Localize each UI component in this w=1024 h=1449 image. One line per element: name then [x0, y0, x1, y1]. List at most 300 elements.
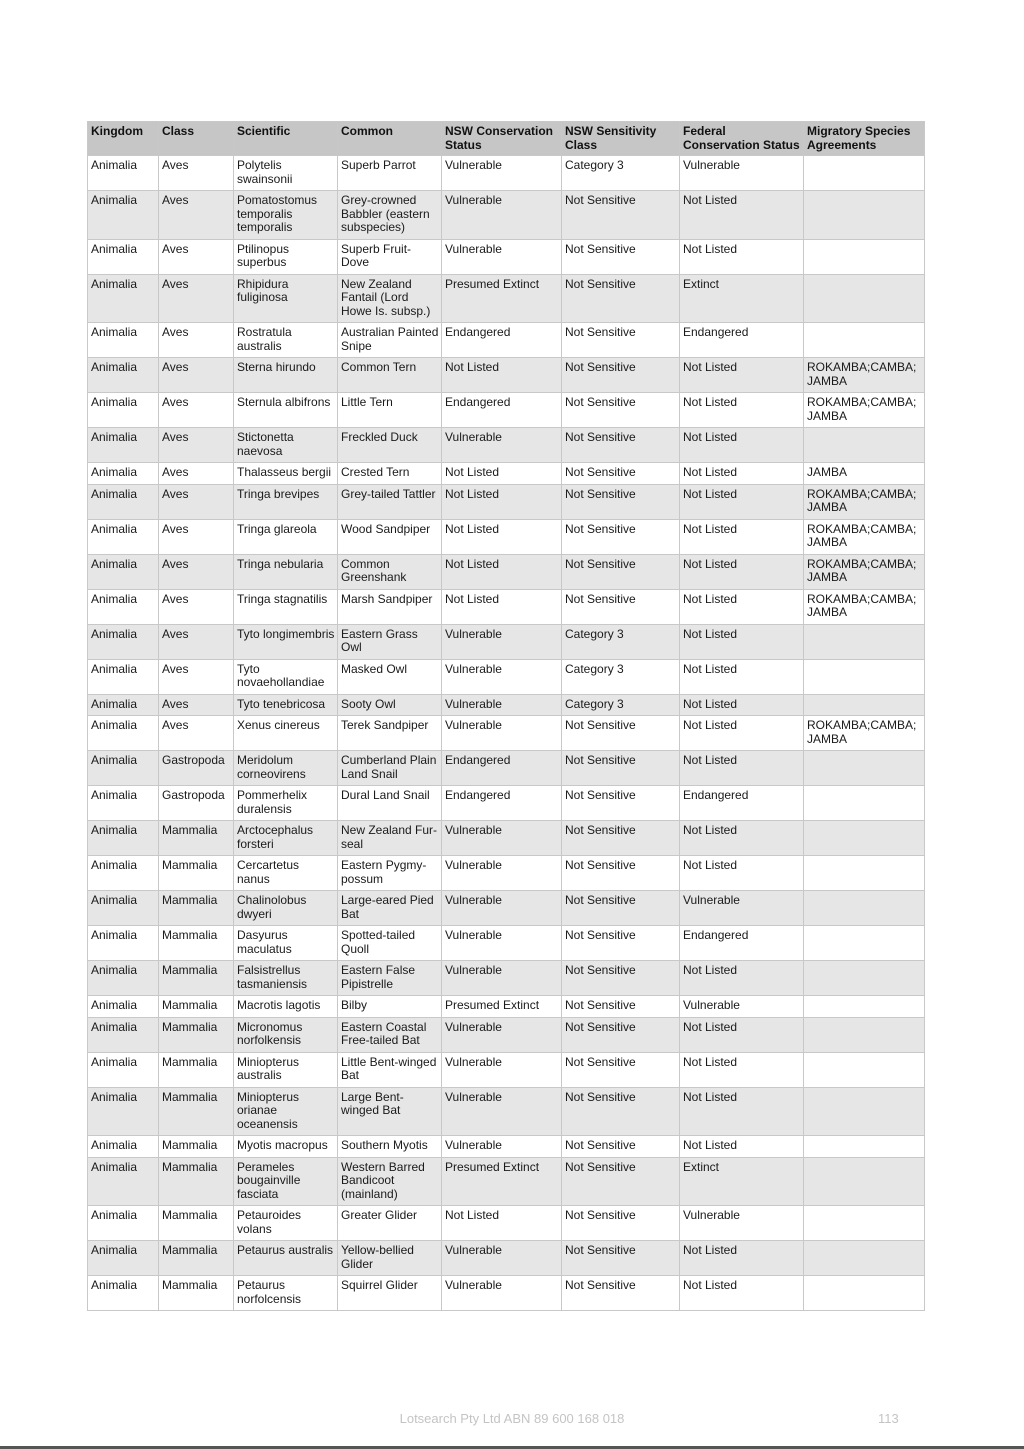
table-row: [88, 358, 925, 393]
cell-scientific: Xenus cinereus: [234, 716, 338, 751]
cell-nsw-conservation-status: Presumed Extinct: [442, 274, 562, 323]
cell-scientific: Macrotis lagotis: [234, 996, 338, 1018]
cell-migratory-species-agreements: [804, 1052, 925, 1087]
cell-nsw-conservation-status: Endangered: [442, 786, 562, 821]
cell-nsw-sensitivity-class: Not Sensitive: [562, 926, 680, 961]
cell-kingdom: Animalia: [88, 891, 159, 926]
cell-federal-conservation-status: Not Listed: [680, 519, 804, 554]
cell-kingdom: Animalia: [88, 274, 159, 323]
cell-common: Eastern Pygmy-possum: [338, 856, 442, 891]
cell-common: Australian Painted Snipe: [338, 323, 442, 358]
page-number: 113: [878, 1411, 899, 1426]
cell-common: New Zealand Fantail (Lord Howe Is. subsp.): [338, 274, 442, 323]
table-row: [88, 393, 925, 428]
cell-federal-conservation-status: Not Listed: [680, 428, 804, 463]
cell-migratory-species-agreements: [804, 624, 925, 659]
cell-federal-conservation-status: Not Listed: [680, 191, 804, 240]
cell-scientific: Micronomus norfolkensis: [234, 1017, 338, 1052]
cell-common: Greater Glider: [338, 1206, 442, 1241]
cell-kingdom: Animalia: [88, 156, 159, 191]
cell-federal-conservation-status: Not Listed: [680, 716, 804, 751]
cell-class: Aves: [159, 323, 234, 358]
cell-common: New Zealand Fur-seal: [338, 821, 442, 856]
cell-common: Superb Parrot: [338, 156, 442, 191]
table-row: [88, 996, 925, 1018]
cell-migratory-species-agreements: [804, 323, 925, 358]
cell-nsw-sensitivity-class: Not Sensitive: [562, 428, 680, 463]
cell-nsw-conservation-status: Not Listed: [442, 358, 562, 393]
footer-company: Lotsearch Pty Ltd ABN 89 600 168 018: [399, 1411, 625, 1426]
cell-nsw-conservation-status: Not Listed: [442, 463, 562, 485]
cell-nsw-sensitivity-class: Category 3: [562, 156, 680, 191]
cell-common: Sooty Owl: [338, 694, 442, 716]
cell-federal-conservation-status: Not Listed: [680, 821, 804, 856]
header-common: Common: [338, 122, 442, 156]
cell-migratory-species-agreements: [804, 1136, 925, 1158]
cell-common: Crested Tern: [338, 463, 442, 485]
cell-federal-conservation-status: Not Listed: [680, 589, 804, 624]
cell-migratory-species-agreements: [804, 961, 925, 996]
cell-nsw-conservation-status: Vulnerable: [442, 926, 562, 961]
cell-migratory-species-agreements: [804, 1206, 925, 1241]
cell-nsw-sensitivity-class: Not Sensitive: [562, 274, 680, 323]
cell-nsw-conservation-status: Endangered: [442, 323, 562, 358]
cell-migratory-species-agreements: [804, 1017, 925, 1052]
cell-common: Marsh Sandpiper: [338, 589, 442, 624]
cell-federal-conservation-status: Not Listed: [680, 856, 804, 891]
cell-common: Common Tern: [338, 358, 442, 393]
cell-nsw-sensitivity-class: Category 3: [562, 659, 680, 694]
cell-scientific: Pomatostomus temporalis temporalis: [234, 191, 338, 240]
table-body: [88, 156, 925, 1311]
cell-migratory-species-agreements: [804, 996, 925, 1018]
cell-nsw-conservation-status: Endangered: [442, 393, 562, 428]
cell-migratory-species-agreements: [804, 659, 925, 694]
cell-kingdom: Animalia: [88, 1052, 159, 1087]
cell-class: Aves: [159, 624, 234, 659]
cell-nsw-conservation-status: Vulnerable: [442, 1052, 562, 1087]
cell-nsw-sensitivity-class: Category 3: [562, 694, 680, 716]
cell-scientific: Thalasseus bergii: [234, 463, 338, 485]
cell-class: Aves: [159, 239, 234, 274]
cell-common: Little Tern: [338, 393, 442, 428]
cell-migratory-species-agreements: ROKAMBA;CAMBA; JAMBA: [804, 589, 925, 624]
cell-common: Superb Fruit-Dove: [338, 239, 442, 274]
cell-class: Mammalia: [159, 1276, 234, 1311]
table-row: [88, 1206, 925, 1241]
cell-migratory-species-agreements: ROKAMBA;CAMBA; JAMBA: [804, 393, 925, 428]
cell-scientific: Arctocephalus forsteri: [234, 821, 338, 856]
cell-migratory-species-agreements: [804, 926, 925, 961]
cell-class: Mammalia: [159, 926, 234, 961]
cell-common: Yellow-bellied Glider: [338, 1241, 442, 1276]
cell-nsw-sensitivity-class: Not Sensitive: [562, 1052, 680, 1087]
cell-nsw-sensitivity-class: Not Sensitive: [562, 1136, 680, 1158]
cell-class: Mammalia: [159, 1017, 234, 1052]
cell-nsw-conservation-status: Presumed Extinct: [442, 996, 562, 1018]
cell-class: Mammalia: [159, 856, 234, 891]
cell-nsw-sensitivity-class: Not Sensitive: [562, 1157, 680, 1206]
cell-kingdom: Animalia: [88, 393, 159, 428]
header-migratory-species-agreements: Migratory Species Agreements: [804, 122, 925, 156]
cell-kingdom: Animalia: [88, 786, 159, 821]
cell-kingdom: Animalia: [88, 519, 159, 554]
cell-kingdom: Animalia: [88, 1087, 159, 1136]
cell-federal-conservation-status: Not Listed: [680, 961, 804, 996]
cell-nsw-conservation-status: Vulnerable: [442, 1136, 562, 1158]
cell-nsw-sensitivity-class: Not Sensitive: [562, 358, 680, 393]
cell-nsw-sensitivity-class: Not Sensitive: [562, 1087, 680, 1136]
cell-federal-conservation-status: Not Listed: [680, 624, 804, 659]
cell-nsw-conservation-status: Not Listed: [442, 484, 562, 519]
cell-federal-conservation-status: Not Listed: [680, 1276, 804, 1311]
cell-nsw-conservation-status: Vulnerable: [442, 659, 562, 694]
cell-kingdom: Animalia: [88, 323, 159, 358]
cell-nsw-sensitivity-class: Not Sensitive: [562, 589, 680, 624]
header-class: Class: [159, 122, 234, 156]
cell-scientific: Sternula albifrons: [234, 393, 338, 428]
cell-nsw-sensitivity-class: Not Sensitive: [562, 519, 680, 554]
table-row: [88, 554, 925, 589]
cell-scientific: Cercartetus nanus: [234, 856, 338, 891]
table-row: [88, 1157, 925, 1206]
cell-common: Eastern False Pipistrelle: [338, 961, 442, 996]
table-row: [88, 463, 925, 485]
cell-kingdom: Animalia: [88, 191, 159, 240]
cell-scientific: Petauroides volans: [234, 1206, 338, 1241]
cell-common: Dural Land Snail: [338, 786, 442, 821]
cell-migratory-species-agreements: ROKAMBA;CAMBA; JAMBA: [804, 554, 925, 589]
cell-federal-conservation-status: Vulnerable: [680, 891, 804, 926]
cell-nsw-conservation-status: Vulnerable: [442, 1017, 562, 1052]
cell-federal-conservation-status: Vulnerable: [680, 156, 804, 191]
cell-common: Cumberland Plain Land Snail: [338, 751, 442, 786]
cell-federal-conservation-status: Vulnerable: [680, 996, 804, 1018]
cell-common: Little Bent-winged Bat: [338, 1052, 442, 1087]
cell-federal-conservation-status: Not Listed: [680, 1136, 804, 1158]
cell-federal-conservation-status: Not Listed: [680, 659, 804, 694]
cell-nsw-sensitivity-class: Not Sensitive: [562, 716, 680, 751]
cell-federal-conservation-status: Not Listed: [680, 751, 804, 786]
cell-nsw-conservation-status: Vulnerable: [442, 624, 562, 659]
cell-nsw-sensitivity-class: Not Sensitive: [562, 856, 680, 891]
cell-kingdom: Animalia: [88, 1241, 159, 1276]
cell-migratory-species-agreements: [804, 239, 925, 274]
cell-class: Aves: [159, 519, 234, 554]
cell-migratory-species-agreements: [804, 1241, 925, 1276]
cell-scientific: Meridolum corneovirens: [234, 751, 338, 786]
cell-common: Common Greenshank: [338, 554, 442, 589]
cell-nsw-conservation-status: Not Listed: [442, 1206, 562, 1241]
table-row: [88, 519, 925, 554]
cell-scientific: Tringa brevipes: [234, 484, 338, 519]
cell-nsw-sensitivity-class: Not Sensitive: [562, 323, 680, 358]
cell-federal-conservation-status: Endangered: [680, 926, 804, 961]
cell-migratory-species-agreements: [804, 786, 925, 821]
cell-kingdom: Animalia: [88, 428, 159, 463]
cell-common: Large Bent-winged Bat: [338, 1087, 442, 1136]
cell-class: Mammalia: [159, 1241, 234, 1276]
cell-kingdom: Animalia: [88, 239, 159, 274]
cell-scientific: Polytelis swainsonii: [234, 156, 338, 191]
cell-kingdom: Animalia: [88, 1206, 159, 1241]
cell-common: Masked Owl: [338, 659, 442, 694]
cell-nsw-sensitivity-class: Not Sensitive: [562, 961, 680, 996]
cell-nsw-conservation-status: Endangered: [442, 751, 562, 786]
cell-nsw-conservation-status: Vulnerable: [442, 156, 562, 191]
cell-scientific: Petaurus norfolcensis: [234, 1276, 338, 1311]
cell-federal-conservation-status: Not Listed: [680, 1087, 804, 1136]
cell-nsw-sensitivity-class: Not Sensitive: [562, 1276, 680, 1311]
cell-scientific: Miniopterus orianae oceanensis: [234, 1087, 338, 1136]
table-row: [88, 191, 925, 240]
cell-scientific: Rostratula australis: [234, 323, 338, 358]
cell-nsw-conservation-status: Vulnerable: [442, 1087, 562, 1136]
cell-nsw-sensitivity-class: Not Sensitive: [562, 996, 680, 1018]
cell-nsw-sensitivity-class: Not Sensitive: [562, 484, 680, 519]
cell-kingdom: Animalia: [88, 624, 159, 659]
cell-common: Wood Sandpiper: [338, 519, 442, 554]
cell-common: Spotted-tailed Quoll: [338, 926, 442, 961]
table-row: [88, 274, 925, 323]
cell-scientific: Perameles bougainville fasciata: [234, 1157, 338, 1206]
cell-scientific: Ptilinopus superbus: [234, 239, 338, 274]
cell-kingdom: Animalia: [88, 1017, 159, 1052]
cell-class: Aves: [159, 554, 234, 589]
cell-kingdom: Animalia: [88, 694, 159, 716]
table-row: [88, 1087, 925, 1136]
cell-class: Mammalia: [159, 1052, 234, 1087]
cell-class: Aves: [159, 191, 234, 240]
cell-migratory-species-agreements: [804, 694, 925, 716]
header-nsw-sensitivity-class: NSW Sensitivity Class: [562, 122, 680, 156]
cell-class: Mammalia: [159, 996, 234, 1018]
table-row: [88, 484, 925, 519]
cell-federal-conservation-status: Not Listed: [680, 484, 804, 519]
cell-common: Freckled Duck: [338, 428, 442, 463]
table-row: [88, 1136, 925, 1158]
cell-nsw-sensitivity-class: Not Sensitive: [562, 393, 680, 428]
cell-class: Aves: [159, 484, 234, 519]
cell-nsw-conservation-status: Vulnerable: [442, 1241, 562, 1276]
table-row: [88, 428, 925, 463]
cell-migratory-species-agreements: [804, 1087, 925, 1136]
cell-scientific: Pommerhelix duralensis: [234, 786, 338, 821]
table-row: [88, 751, 925, 786]
cell-nsw-conservation-status: Not Listed: [442, 519, 562, 554]
cell-federal-conservation-status: Not Listed: [680, 463, 804, 485]
cell-nsw-conservation-status: Vulnerable: [442, 821, 562, 856]
cell-class: Aves: [159, 156, 234, 191]
cell-nsw-conservation-status: Vulnerable: [442, 891, 562, 926]
cell-nsw-conservation-status: Presumed Extinct: [442, 1157, 562, 1206]
cell-class: Aves: [159, 393, 234, 428]
cell-migratory-species-agreements: ROKAMBA;CAMBA; JAMBA: [804, 716, 925, 751]
cell-kingdom: Animalia: [88, 1276, 159, 1311]
cell-kingdom: Animalia: [88, 358, 159, 393]
cell-common: Western Barred Bandicoot (mainland): [338, 1157, 442, 1206]
cell-federal-conservation-status: Not Listed: [680, 1017, 804, 1052]
header-federal-conservation-status: Federal Conservation Status: [680, 122, 804, 156]
cell-scientific: Rhipidura fuliginosa: [234, 274, 338, 323]
cell-scientific: Tringa stagnatilis: [234, 589, 338, 624]
cell-migratory-species-agreements: [804, 821, 925, 856]
cell-nsw-sensitivity-class: Not Sensitive: [562, 554, 680, 589]
cell-class: Aves: [159, 589, 234, 624]
header-nsw-conservation-status: NSW Conservation Status: [442, 122, 562, 156]
cell-common: Eastern Coastal Free-tailed Bat: [338, 1017, 442, 1052]
cell-federal-conservation-status: Not Listed: [680, 1052, 804, 1087]
cell-nsw-sensitivity-class: Not Sensitive: [562, 891, 680, 926]
cell-federal-conservation-status: Not Listed: [680, 1241, 804, 1276]
cell-migratory-species-agreements: ROKAMBA;CAMBA; JAMBA: [804, 484, 925, 519]
cell-class: Mammalia: [159, 1157, 234, 1206]
cell-scientific: Dasyurus maculatus: [234, 926, 338, 961]
table-row: [88, 1241, 925, 1276]
table-row: [88, 1276, 925, 1311]
cell-nsw-sensitivity-class: Not Sensitive: [562, 821, 680, 856]
cell-migratory-species-agreements: [804, 1157, 925, 1206]
cell-nsw-conservation-status: Not Listed: [442, 554, 562, 589]
cell-kingdom: Animalia: [88, 751, 159, 786]
cell-kingdom: Animalia: [88, 856, 159, 891]
cell-federal-conservation-status: Not Listed: [680, 554, 804, 589]
table-row: [88, 891, 925, 926]
cell-nsw-sensitivity-class: Not Sensitive: [562, 1241, 680, 1276]
cell-migratory-species-agreements: ROKAMBA;CAMBA; JAMBA: [804, 358, 925, 393]
table-row: [88, 624, 925, 659]
cell-kingdom: Animalia: [88, 484, 159, 519]
cell-nsw-sensitivity-class: Category 3: [562, 624, 680, 659]
cell-migratory-species-agreements: [804, 428, 925, 463]
cell-federal-conservation-status: Endangered: [680, 323, 804, 358]
cell-nsw-conservation-status: Vulnerable: [442, 856, 562, 891]
cell-federal-conservation-status: Not Listed: [680, 358, 804, 393]
cell-kingdom: Animalia: [88, 1157, 159, 1206]
table-row: [88, 323, 925, 358]
cell-federal-conservation-status: Not Listed: [680, 393, 804, 428]
cell-nsw-sensitivity-class: Not Sensitive: [562, 191, 680, 240]
cell-class: Mammalia: [159, 821, 234, 856]
cell-class: Gastropoda: [159, 786, 234, 821]
header-scientific: Scientific: [234, 122, 338, 156]
cell-scientific: Tringa nebularia: [234, 554, 338, 589]
table-row: [88, 239, 925, 274]
cell-nsw-conservation-status: Vulnerable: [442, 239, 562, 274]
cell-common: Terek Sandpiper: [338, 716, 442, 751]
cell-federal-conservation-status: Endangered: [680, 786, 804, 821]
cell-scientific: Tringa glareola: [234, 519, 338, 554]
cell-scientific: Falsistrellus tasmaniensis: [234, 961, 338, 996]
table-row: [88, 961, 925, 996]
cell-nsw-sensitivity-class: Not Sensitive: [562, 463, 680, 485]
table-row: [88, 716, 925, 751]
cell-federal-conservation-status: Extinct: [680, 274, 804, 323]
table-row: [88, 659, 925, 694]
cell-class: Aves: [159, 428, 234, 463]
cell-scientific: Myotis macropus: [234, 1136, 338, 1158]
cell-scientific: Stictonetta naevosa: [234, 428, 338, 463]
cell-kingdom: Animalia: [88, 996, 159, 1018]
cell-migratory-species-agreements: [804, 156, 925, 191]
table-row: [88, 926, 925, 961]
cell-scientific: Tyto tenebricosa: [234, 694, 338, 716]
cell-kingdom: Animalia: [88, 554, 159, 589]
cell-class: Mammalia: [159, 1136, 234, 1158]
cell-class: Mammalia: [159, 961, 234, 996]
cell-common: Bilby: [338, 996, 442, 1018]
table-row: [88, 156, 925, 191]
cell-common: Large-eared Pied Bat: [338, 891, 442, 926]
cell-common: Southern Myotis: [338, 1136, 442, 1158]
cell-nsw-conservation-status: Vulnerable: [442, 191, 562, 240]
cell-migratory-species-agreements: [804, 751, 925, 786]
cell-class: Gastropoda: [159, 751, 234, 786]
table-header-row: [88, 122, 925, 156]
cell-kingdom: Animalia: [88, 1136, 159, 1158]
cell-federal-conservation-status: Not Listed: [680, 239, 804, 274]
cell-common: Squirrel Glider: [338, 1276, 442, 1311]
cell-nsw-conservation-status: Vulnerable: [442, 694, 562, 716]
cell-nsw-sensitivity-class: Not Sensitive: [562, 1017, 680, 1052]
table-row: [88, 589, 925, 624]
cell-federal-conservation-status: Extinct: [680, 1157, 804, 1206]
cell-kingdom: Animalia: [88, 961, 159, 996]
cell-common: Eastern Grass Owl: [338, 624, 442, 659]
cell-common: Grey-tailed Tattler: [338, 484, 442, 519]
cell-nsw-sensitivity-class: Not Sensitive: [562, 786, 680, 821]
table-row: [88, 1017, 925, 1052]
cell-nsw-conservation-status: Vulnerable: [442, 428, 562, 463]
cell-class: Aves: [159, 274, 234, 323]
cell-kingdom: Animalia: [88, 716, 159, 751]
cell-federal-conservation-status: Not Listed: [680, 694, 804, 716]
cell-kingdom: Animalia: [88, 926, 159, 961]
cell-migratory-species-agreements: [804, 856, 925, 891]
species-table: [87, 121, 925, 1311]
cell-migratory-species-agreements: [804, 274, 925, 323]
cell-migratory-species-agreements: [804, 1276, 925, 1311]
cell-scientific: Chalinolobus dwyeri: [234, 891, 338, 926]
cell-nsw-conservation-status: Vulnerable: [442, 961, 562, 996]
cell-federal-conservation-status: Vulnerable: [680, 1206, 804, 1241]
table-row: [88, 856, 925, 891]
cell-class: Aves: [159, 659, 234, 694]
cell-class: Aves: [159, 463, 234, 485]
cell-kingdom: Animalia: [88, 821, 159, 856]
cell-scientific: Tyto novaehollandiae: [234, 659, 338, 694]
cell-migratory-species-agreements: ROKAMBA;CAMBA; JAMBA: [804, 519, 925, 554]
cell-common: Grey-crowned Babbler (eastern subspecies): [338, 191, 442, 240]
cell-scientific: Miniopterus australis: [234, 1052, 338, 1087]
cell-scientific: Sterna hirundo: [234, 358, 338, 393]
cell-class: Mammalia: [159, 891, 234, 926]
cell-kingdom: Animalia: [88, 463, 159, 485]
cell-kingdom: Animalia: [88, 589, 159, 624]
cell-class: Aves: [159, 716, 234, 751]
cell-class: Mammalia: [159, 1087, 234, 1136]
cell-nsw-sensitivity-class: Not Sensitive: [562, 1206, 680, 1241]
cell-class: Aves: [159, 694, 234, 716]
cell-class: Mammalia: [159, 1206, 234, 1241]
cell-migratory-species-agreements: [804, 891, 925, 926]
header-kingdom: Kingdom: [88, 122, 159, 156]
cell-nsw-sensitivity-class: Not Sensitive: [562, 751, 680, 786]
cell-class: Aves: [159, 358, 234, 393]
cell-nsw-conservation-status: Vulnerable: [442, 716, 562, 751]
cell-nsw-conservation-status: Not Listed: [442, 589, 562, 624]
cell-scientific: Petaurus australis: [234, 1241, 338, 1276]
